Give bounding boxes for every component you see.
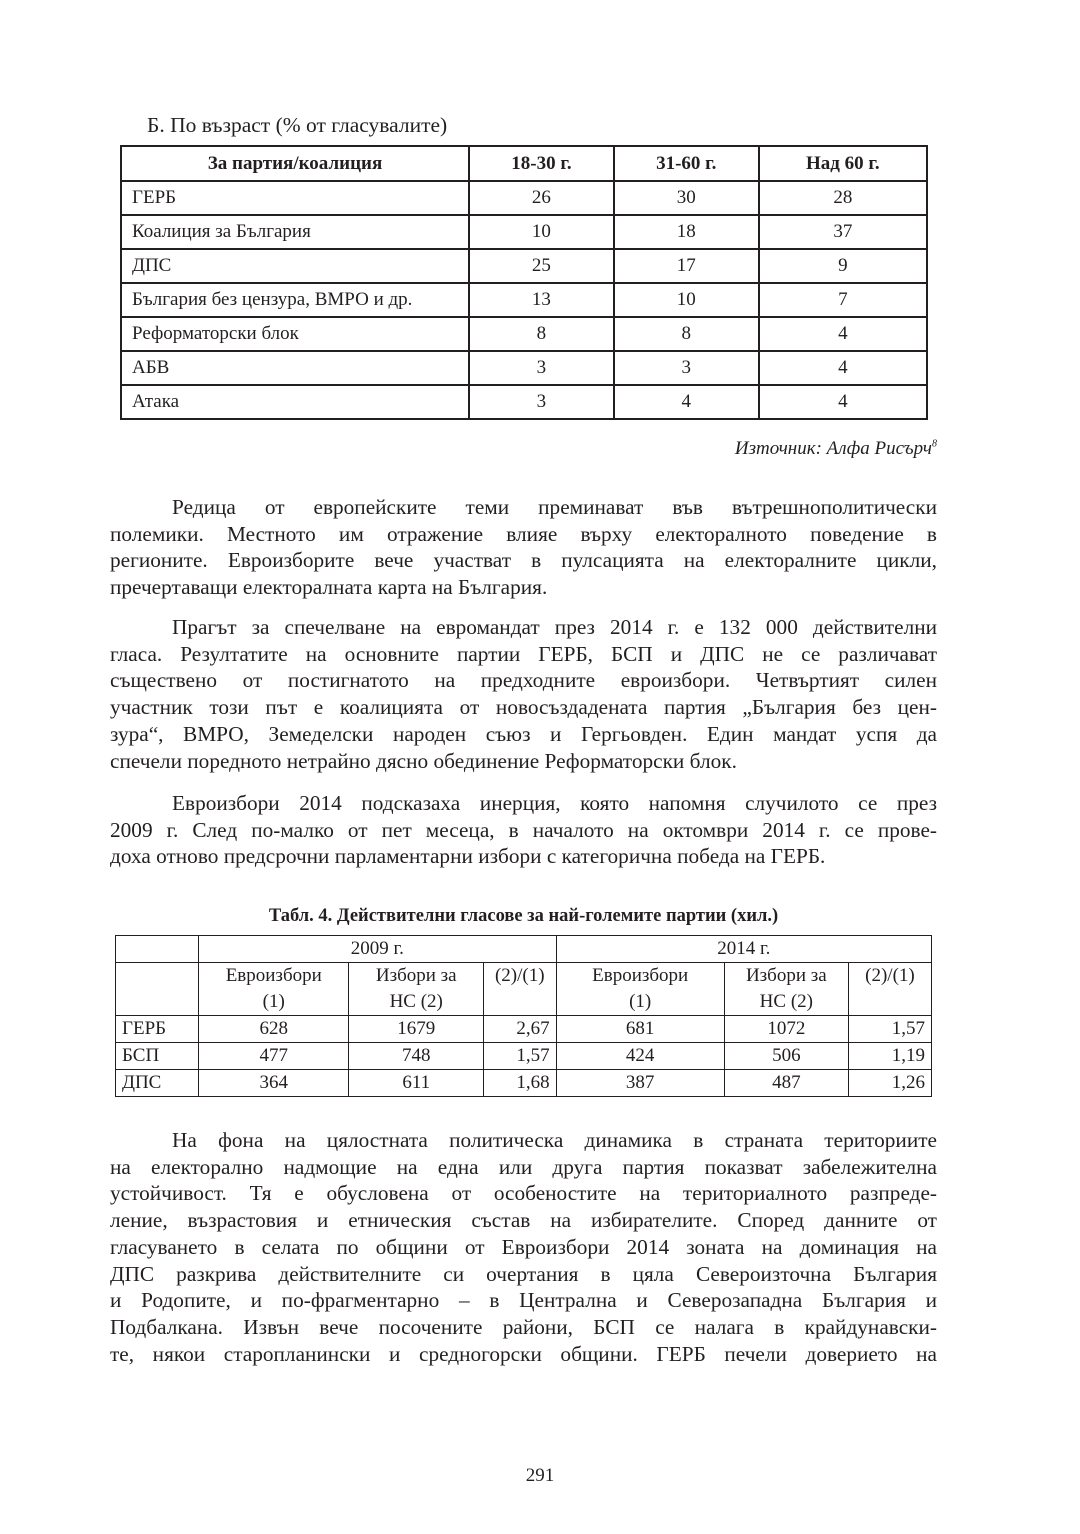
party-cell: България без цензура, ВМРО и др. — [121, 283, 469, 317]
text-line: и Родопите, и по-фрагментарно – в Централна и Северозападна България и — [110, 1288, 937, 1313]
text-line: Редица от европейските теми преминават във вътрешнополитически — [172, 495, 937, 519]
value-cell: 387 — [556, 1070, 724, 1097]
table-row — [121, 249, 927, 283]
text-line: устойчивост. Тя е обусловена от особеностите на териториалното разпреде- — [110, 1181, 937, 1206]
table-header-row — [116, 936, 932, 963]
value-cell: 10 — [469, 215, 614, 249]
table-row — [116, 1070, 932, 1097]
age-table — [120, 145, 928, 420]
value-cell: 3 — [614, 351, 759, 385]
value-cell: 1679 — [349, 1016, 484, 1043]
table-row — [121, 181, 927, 215]
table-row — [116, 1043, 932, 1070]
column-header-line: (2)/(1) — [494, 965, 545, 986]
value-cell: 25 — [469, 249, 614, 283]
column-header-line: Евроизбори — [225, 965, 322, 986]
value-cell: 681 — [556, 1016, 724, 1043]
party-cell: ДПС — [121, 249, 469, 283]
party-cell: ГЕРБ — [121, 181, 469, 215]
text-line: полемики. Местното им отражение влияе върху електоралното поведение в — [110, 521, 937, 546]
value-cell: 3 — [469, 385, 614, 419]
column-header-line: Избори за — [745, 965, 827, 986]
text-line: зура“, ВМРО, Земеделски народен съюз и Гергьовден. Един мандат успя да — [110, 721, 937, 746]
year-header: 2014 г. — [556, 936, 931, 963]
text-line: Подбалкана. Извън вече посочените райони, БСП се налага в крайдунавски- — [110, 1314, 937, 1339]
paragraph — [110, 614, 937, 774]
table-row — [121, 215, 927, 249]
value-cell: 10 — [614, 283, 759, 317]
column-header: Над 60 г. — [759, 146, 927, 181]
party-cell: Коалиция за България — [121, 215, 469, 249]
value-cell: 1072 — [724, 1016, 848, 1043]
footnote-marker: 8 — [932, 438, 937, 450]
column-header — [724, 963, 848, 1016]
value-cell: 506 — [724, 1043, 848, 1070]
value-cell: 9 — [759, 249, 927, 283]
text-line: регионите. Евроизборите вече участват в пулсацията на електоралните цикли, — [110, 548, 937, 573]
text-line: На фона на цялостната политическа динамика в страната териториите — [172, 1128, 937, 1152]
value-cell: 1,57 — [848, 1016, 931, 1043]
value-cell: 8 — [469, 317, 614, 351]
column-header-line: (2)/(1) — [865, 965, 915, 986]
text-line: спечели поредното нетрайно дясно обединение Реформаторски блок. — [110, 748, 737, 773]
value-cell: 18 — [614, 215, 759, 249]
value-cell: 4 — [759, 317, 927, 351]
votes-table — [115, 935, 932, 1097]
value-cell: 2,67 — [484, 1016, 557, 1043]
text-line: те, някои старопланински и средногорски общини. ГЕРБ печели доверието на — [110, 1341, 937, 1366]
value-cell: 26 — [469, 181, 614, 215]
table-header-row — [121, 146, 927, 181]
value-cell: 28 — [759, 181, 927, 215]
votes-table-title: Табл. 4. Действителни гласове за най-големите партии (хил.) — [268, 906, 779, 926]
value-cell: 628 — [199, 1016, 349, 1043]
text-line: съществено от постигнатото на предходните евроизбори. Четвъртият силен — [110, 668, 937, 693]
text-line: участник този път е коалицията от новосъздадената партия „България без цен- — [110, 695, 937, 720]
column-header — [848, 963, 931, 1016]
table-row — [121, 283, 927, 317]
value-cell: 748 — [349, 1043, 484, 1070]
table-row — [116, 1016, 932, 1043]
party-cell: Реформаторски блок — [121, 317, 469, 351]
table-row — [121, 317, 927, 351]
text-line: доха отново предсрочни парламентарни избори с категорична победа на ГЕРБ. — [110, 844, 826, 869]
text-line: 2009 г. След по-малко от пет месеца, в началото на октомври 2014 г. се прове- — [110, 817, 937, 842]
column-header — [556, 963, 724, 1016]
table-source — [735, 438, 937, 460]
party-cell: Атака — [121, 385, 469, 419]
year-header: 2009 г. — [199, 936, 557, 963]
text-line: Евроизбори 2014 подсказаха инерция, която напомня случилото се през — [172, 791, 937, 815]
value-cell: 7 — [759, 283, 927, 317]
column-header — [349, 963, 484, 1016]
party-cell: ГЕРБ — [116, 1016, 199, 1043]
empty-cell — [116, 936, 199, 963]
party-cell: ДПС — [116, 1070, 199, 1097]
column-header-line: Избори за — [375, 965, 457, 986]
value-cell: 13 — [469, 283, 614, 317]
text-line: ДПС разкрива действителните си очертания в цяла Североизточна България — [110, 1261, 937, 1286]
source-text: Източник: Алфа Рисърч — [734, 438, 932, 459]
column-header-line: Евроизбори — [592, 965, 689, 986]
column-header-line: НС (2) — [389, 991, 443, 1012]
value-cell: 4 — [759, 385, 927, 419]
column-header-line: (1) — [629, 991, 652, 1012]
value-cell: 4 — [614, 385, 759, 419]
paragraph — [110, 790, 937, 870]
value-cell: 8 — [614, 317, 759, 351]
paragraph — [110, 494, 937, 601]
text-line: гласа. Резултатите на основните партии ГЕРБ, БСП и ДПС не се различават — [110, 641, 937, 666]
value-cell: 424 — [556, 1043, 724, 1070]
value-cell: 477 — [199, 1043, 349, 1070]
value-cell: 3 — [469, 351, 614, 385]
value-cell: 1,26 — [848, 1070, 931, 1097]
value-cell: 487 — [724, 1070, 848, 1097]
text-line: на електорално надмощие на една или друга партия показват забележителна — [110, 1154, 937, 1179]
column-header — [484, 963, 557, 1016]
table-row — [121, 385, 927, 419]
column-header-line: (1) — [262, 991, 285, 1012]
value-cell: 17 — [614, 249, 759, 283]
value-cell: 611 — [349, 1070, 484, 1097]
empty-cell — [116, 963, 199, 1016]
paragraph — [110, 1127, 937, 1367]
text-line: ление, възрастовия и етническия състав на избирателите. Според данните от — [110, 1208, 937, 1233]
value-cell: 37 — [759, 215, 927, 249]
text-line: Прагът за спечелване на евромандат през 2014 г. е 132 000 действителни — [172, 615, 937, 639]
text-line: гласуването в селата по общини от Евроизбори 2014 зоната на доминация на — [110, 1234, 937, 1259]
table-row — [121, 351, 927, 385]
age-table-caption: Б. По възраст (% от гласувалите) — [147, 113, 448, 137]
value-cell: 1,68 — [484, 1070, 557, 1097]
value-cell: 30 — [614, 181, 759, 215]
table-subheader-row — [116, 963, 932, 1016]
column-header: 18-30 г. — [469, 146, 614, 181]
value-cell: 1,19 — [848, 1043, 931, 1070]
value-cell: 364 — [199, 1070, 349, 1097]
party-cell: БСП — [116, 1043, 199, 1070]
text-line: пречертаващи електоралната карта на България. — [110, 575, 548, 600]
page-number: 291 — [525, 1465, 555, 1486]
value-cell: 4 — [759, 351, 927, 385]
column-header: За партия/коалиция — [121, 146, 469, 181]
column-header-line: НС (2) — [759, 991, 813, 1012]
column-header — [199, 963, 349, 1016]
column-header: 31-60 г. — [614, 146, 759, 181]
value-cell: 1,57 — [484, 1043, 557, 1070]
party-cell: АБВ — [121, 351, 469, 385]
